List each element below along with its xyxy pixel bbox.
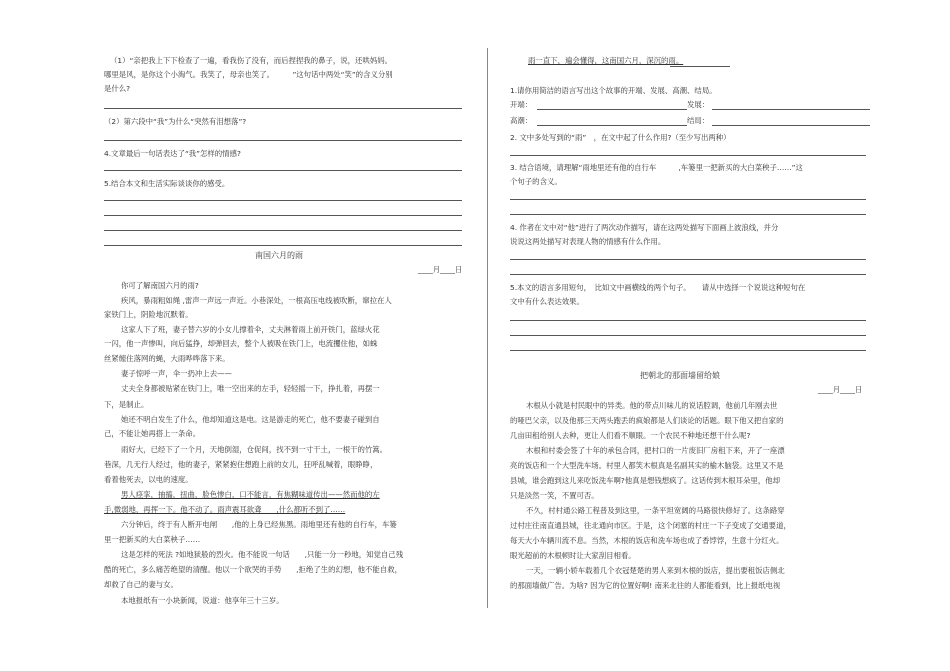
paragraph-line: 木根从小就是村民眼中的异类。他的带点川味儿的说话腔调，他前几年刚去世 bbox=[526, 401, 778, 410]
question-r4-line-1: 4. 作者在文中对“他”进行了两次动作描写，请在这两处描写下面画上波浪线，并分 bbox=[510, 223, 779, 232]
question-4: 4.文章最后一句话表达了“我”怎样的情感? bbox=[104, 149, 241, 158]
column-divider bbox=[487, 48, 488, 608]
paragraph-line: 下，是制止。 bbox=[104, 400, 149, 409]
paragraph-line: 几亩田租给别人去种，更让人们看不顺眼。一个农民不种地还想干什么呢? bbox=[510, 431, 751, 440]
answer-line[interactable] bbox=[104, 230, 462, 231]
answer-line[interactable] bbox=[510, 274, 866, 275]
answer-line[interactable] bbox=[104, 200, 462, 201]
answer-line[interactable] bbox=[104, 215, 462, 216]
question-r3-line-1: 3. 结合语境，请理解“雨地里还有他的自行车 ,车篓里一把新买的大白菜秧子……”这 bbox=[510, 163, 803, 172]
question-r5-line-1: 5.本文的语言多用短句， 比如文中画横线的两个句子。 请从中选择一个说说这种短句在 bbox=[510, 283, 806, 292]
answer-line[interactable] bbox=[510, 259, 866, 260]
paragraph-line: 这是怎样的死法 ?如地狱般的烈火。他不能说一句话 ,只能一分一秒地，知觉自己残 bbox=[121, 550, 404, 559]
answer-line[interactable] bbox=[510, 155, 866, 156]
paragraph-line: 的哑巴父亲，以及他那三天两头跑丢的疯娘都是人们谈论的话题。眼下他又把自家的 bbox=[510, 416, 784, 425]
climax-answer-line[interactable] bbox=[537, 125, 687, 126]
question-r5-line-2: 文中有什么表达效果。 bbox=[510, 297, 584, 306]
paragraph-line: 巷深，几无行人经过，他的妻子，紧紧抱住想跑上前的女儿，狂呼乱喊着，眼睁睁， bbox=[104, 460, 378, 469]
label-start: 开端： bbox=[510, 100, 533, 109]
paragraph-line: 六分钟后，终于有人断开电闸 ,他的上身已经焦黑。雨地里还有他的自行车，车篓 bbox=[121, 520, 397, 529]
paragraph-line: 看着他死去，以电的速度。 bbox=[104, 475, 193, 484]
answer-line[interactable] bbox=[510, 199, 866, 200]
paragraph-line: 不久，村村通公路工程普及到这里，一条平坦宽阔的马路很快修好了。这条路穿 bbox=[526, 506, 785, 515]
question-2: （2）第六段中“我”为什么“突然有泪想落”? bbox=[104, 117, 247, 126]
answer-line[interactable] bbox=[510, 335, 866, 336]
start-answer-line[interactable] bbox=[537, 109, 687, 110]
paragraph-line: 县城，谁会跑到这儿来吃饭洗车啊?他真是想钱想疯了。这话传到木根耳朵里，他却 bbox=[510, 476, 780, 485]
paragraph-line: 雨好大，已经下了一个月，天地倒湿，仓促间，找不到一寸干土，一根干的竹篙。 bbox=[121, 445, 388, 454]
ending-answer-line[interactable] bbox=[712, 125, 870, 126]
paragraph-line: 却救了自己的妻与女。 bbox=[104, 580, 178, 589]
paragraph-line: 的那面墙做广告。为啥? 因为它的位置好啊! 南来北往的人都能看到，比上报纸电视 bbox=[510, 581, 781, 590]
paragraph-line: 里一把新买的大白菜秧子…… bbox=[104, 535, 201, 544]
paragraph-line: 己，不能让她再搭上一条命。 bbox=[104, 429, 201, 438]
paragraph-line: 过村庄往南直通县城，往北通向市区。于是，这个闭塞的村庄一下子变成了交通要道， bbox=[510, 521, 791, 530]
paragraph-line: 每天大小车辆川流不息。当然，木根的饭店和洗车场也成了香饽饽，生意十分红火。 bbox=[510, 536, 784, 545]
date-field[interactable]: ____月____日 bbox=[418, 265, 463, 274]
paragraph-line: 妻子惊呼一声，伞一扔冲上去—— bbox=[121, 369, 232, 378]
answer-line[interactable] bbox=[104, 170, 462, 171]
paragraph-line: 一闪，他一声惨叫，向后猛挣，却弹回去，整个人被吸在铁门上，电流攫住他，如蛛 bbox=[104, 339, 378, 348]
label-climax: 高潮： bbox=[510, 116, 533, 125]
paragraph-line: 家铁门上，阴险地沉默着。 bbox=[104, 310, 193, 319]
paragraph-line: 本地报纸有一小块新闻，说道：他享年三十三岁。 bbox=[121, 596, 284, 605]
paragraph-line: 这家人下了班，妻子替六岁的小女儿撑着伞，丈夫淋着雨上前开铁门，蓝绿火花 bbox=[121, 325, 380, 334]
article-title: 南国六月的雨 bbox=[255, 251, 303, 260]
answer-line[interactable] bbox=[510, 320, 866, 321]
label-development: 发展： bbox=[687, 100, 710, 109]
answer-line[interactable] bbox=[104, 108, 462, 109]
question-r3-line-2: 个句子的含义。 bbox=[510, 177, 562, 186]
paragraph-line: 丈夫全身都被贴紧在铁门上，唯一空出来的左手，轻轻摇一下，挣扎着，再摆一 bbox=[121, 384, 380, 393]
paragraph-line: 木根和村委会签了十年的承包合同，把村口的一片废旧厂房租下来，开了一座漂 bbox=[526, 446, 785, 455]
paragraph-line: 亮的饭店和一个大型洗车场。村里人都笑木根真是名副其实的榆木脑袋。这里又不是 bbox=[510, 461, 784, 470]
article-2-title: 把朝北的那面墙留给娘 bbox=[640, 371, 720, 380]
date-field[interactable]: ____月____日 bbox=[818, 385, 863, 394]
paragraph-line: 眼光超前的木根顿时让大家刮目相看。 bbox=[510, 551, 636, 560]
question-r1: 1.请你用简洁的语言写出这个故事的开端、发展、高潮、结局。 bbox=[510, 86, 717, 95]
paragraph-line: 只是淡然一笑，不置可否。 bbox=[510, 491, 599, 500]
paragraph-line: 酷的死亡，多么痛苦绝望的清醒。他以一个欲哭的手势 ,拒绝了生的幻想，他不能自救， bbox=[104, 565, 402, 574]
paragraph-line: 丝紧缠住落网的蝇，大雨哗哗落下来。 bbox=[104, 354, 230, 363]
answer-line[interactable] bbox=[510, 214, 866, 215]
underlined-paragraph-line: 男人痉挛，抽搐，扭曲，脸色惨白，口不能言，有焦糊味道传出——然而他的左 bbox=[121, 490, 380, 499]
development-answer-line[interactable] bbox=[712, 109, 870, 110]
closing-line: 雨一直下，遍会懂得，这南国六月，深沉的雨。 bbox=[528, 56, 684, 65]
paragraph-line: 疾风，暴雨粗如绳 ,雷声一声远一声近。小巷深处，一根高压电线被吹断，窜拉在人 bbox=[121, 296, 392, 305]
label-ending: 结局： bbox=[687, 116, 710, 125]
paragraph-line: 她还不明白发生了什么，他却知道这是电。这是游走的死亡，他不要妻子碰到自 bbox=[121, 415, 380, 424]
paragraph-line: 一天，一辆小轿车载着几个衣冠楚楚的男人来到木根的饭店，提出要租饭店侧北 bbox=[526, 566, 785, 575]
question-5: 5.结合本文和生活实际谈谈你的感受。 bbox=[104, 179, 230, 188]
question-1-line-1: （1）“亲把我上下下检查了一遍，看我伤了没有，而后捏捏我的鼻子，说，还哄妈妈。 bbox=[110, 56, 392, 65]
question-r2: 2. 文中多处写到的“雨” ，在文中起了什么作用?（至少写出两种） bbox=[510, 133, 731, 142]
paragraph-line: 你可了解南国六月的雨? bbox=[121, 281, 199, 290]
answer-line[interactable] bbox=[104, 140, 462, 141]
answer-line[interactable] bbox=[104, 245, 462, 246]
answer-line[interactable] bbox=[510, 350, 866, 351]
question-1-line-3: 是什么? bbox=[104, 84, 131, 93]
closing-underline bbox=[670, 66, 730, 67]
underlined-paragraph-line: 手,微弱地，再挥一下。他不动了。雨声震耳欲聋 ,什么都听不到了…… bbox=[104, 505, 346, 514]
question-1-line-2: 哪里是风，是你这个小淘气。我笑了，母亲也笑了。 ”这句话中两处“笑”的含义分别 bbox=[104, 70, 393, 79]
question-r4-line-2: 说说这两处描写对表现人物的情感有什么作用。 bbox=[510, 237, 666, 246]
